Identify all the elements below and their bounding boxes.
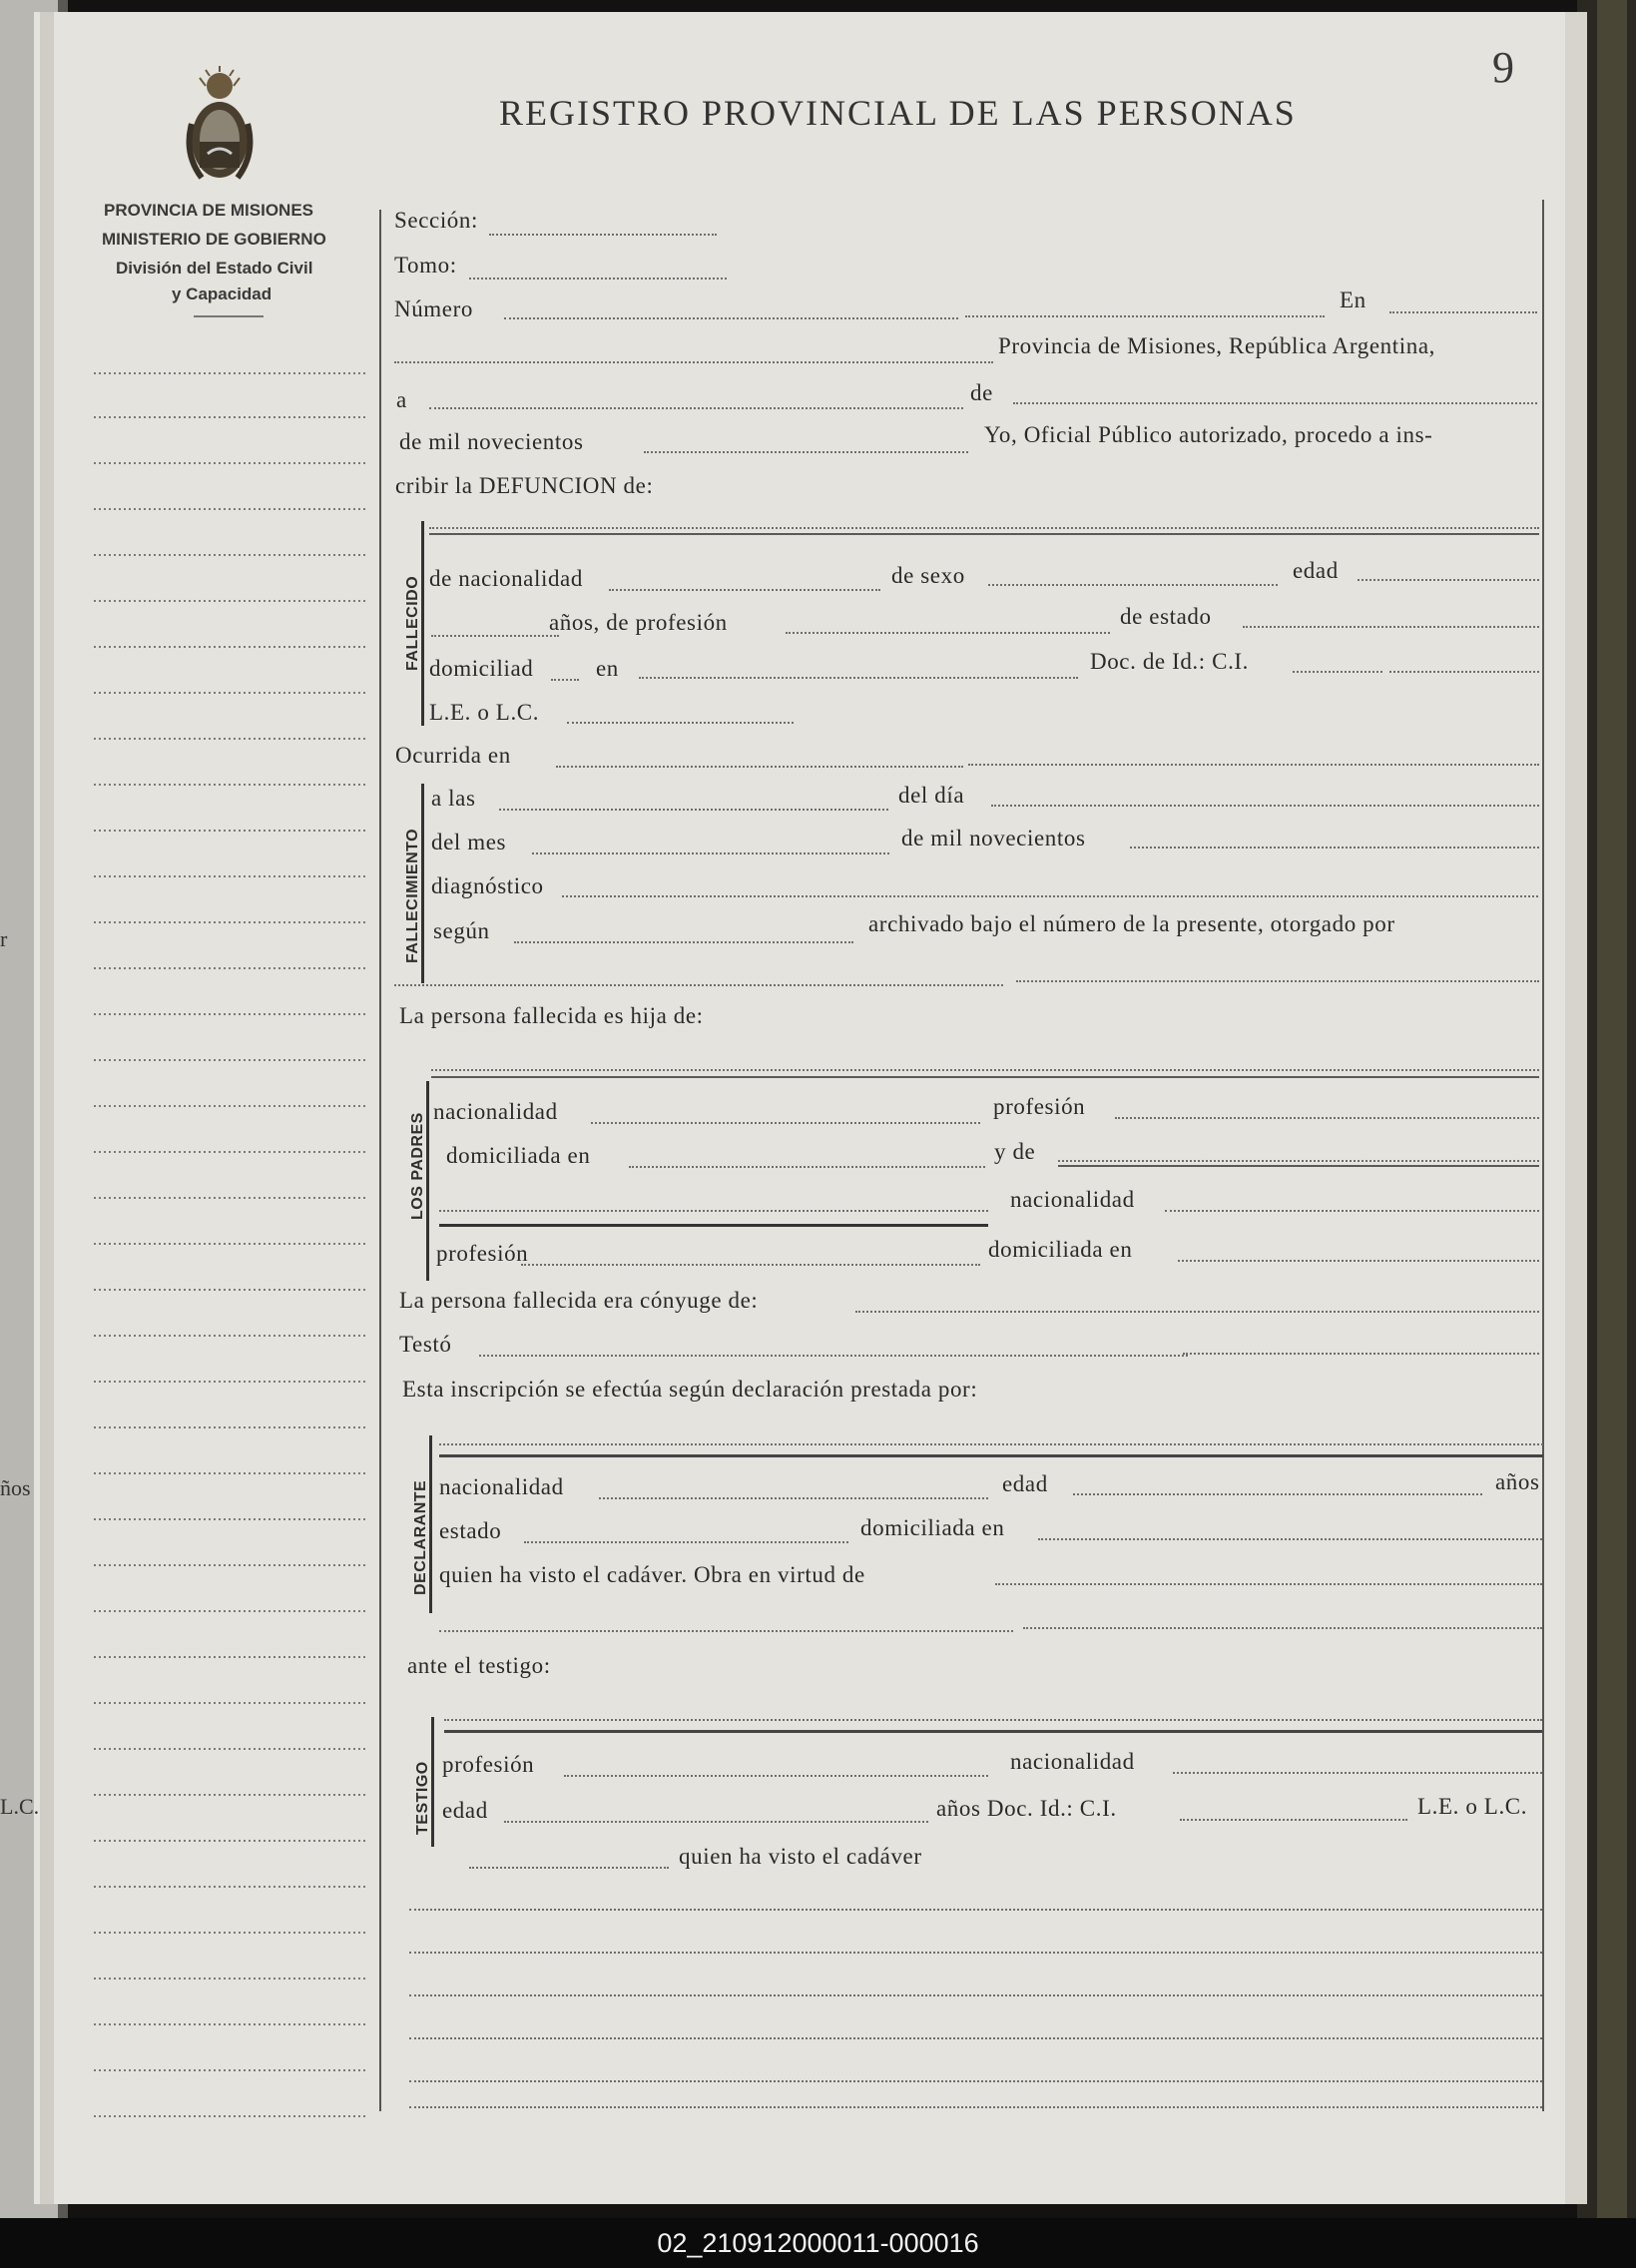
form-right-rule [1542,200,1544,2111]
field-label-testigo-le-lc: L.E. o L.C. [1417,1794,1528,1819]
text-archivado: archivado bajo el número de la presente, otorgado por [868,911,1395,936]
field-label-declarante-estado: estado [439,1518,502,1543]
left-page-fragment: r [0,926,8,951]
field-label-de: de [970,380,993,405]
blank-estado[interactable] [1243,626,1539,628]
field-label-anos-profesion: años, de profesión [549,610,728,635]
field-label-y-de: y de [994,1139,1036,1164]
blank-nombre-declarante[interactable] [439,1454,1543,1457]
field-label-le-lc: L.E. o L.C. [429,700,540,725]
notes-line[interactable] [409,2037,1542,2039]
field-label-nacionalidad-madre: nacionalidad [1010,1187,1135,1212]
field-label-segun: según [433,918,490,943]
blank-declarante-edad[interactable] [1073,1493,1482,1495]
text-ante-testigo: ante el testigo: [407,1653,551,1678]
blank-obra-en-virtud-2[interactable] [439,1630,1013,1632]
blank-ocurrida-en[interactable] [556,766,963,768]
field-label-en: En [1340,287,1366,312]
page-number: 9 [1492,43,1514,92]
blank-nombre-madre[interactable] [1058,1165,1539,1167]
text-provincia: Provincia de Misiones, República Argentina, [998,333,1436,358]
header-underline [194,315,264,317]
text-inscribir-defuncion: cribir la DEFUNCION de: [395,473,654,498]
blank-anio[interactable] [644,451,968,453]
field-label-ocurrida-en: Ocurrida en [395,743,511,768]
division-label: División del Estado Civil [116,259,313,278]
blank-numero[interactable] [504,317,958,319]
text-visto-cadaver-obra: quien ha visto el cadáver. Obra en virtud de [439,1562,865,1587]
ministry-label: MINISTERIO DE GOBIERNO [102,230,326,249]
blank-nombre-declarante-dots [439,1443,1543,1445]
field-label-edad: edad [1293,558,1339,583]
field-label-testigo-profesion: profesión [442,1752,535,1777]
field-label-numero: Número [394,296,473,321]
blank-nombre-padre-dots [431,1069,1539,1071]
blank-domicilio-madre[interactable] [1178,1260,1539,1262]
field-label-declarante-anos: años [1495,1469,1540,1494]
blank-testigo-nacionalidad[interactable] [1173,1772,1542,1774]
blank-le-lc[interactable] [567,722,794,724]
field-label-declarante-domiciliada: domiciliada en [860,1515,1005,1540]
blank-profesion-madre[interactable] [521,1264,980,1266]
notes-line[interactable] [409,2106,1542,2108]
field-label-testigo-edad: edad [442,1798,488,1823]
blank-ocurrida-en-2[interactable] [968,764,1539,766]
blank-testigo-edad[interactable] [504,1821,928,1823]
field-label-testo: Testó [399,1332,452,1357]
blank-testigo-ci[interactable] [1180,1819,1407,1821]
blank-conyuge[interactable] [855,1311,1539,1313]
blank-numero-2[interactable] [965,315,1325,317]
blank-nacionalidad-padre[interactable] [591,1122,980,1124]
blank-tomo[interactable] [469,278,727,280]
section-tab-padres: LOS PADRES [409,1112,426,1220]
text-yo-oficial: Yo, Oficial Público autorizado, procedo a ins- [984,422,1433,447]
text-conyuge-de: La persona fallecida era cónyuge de: [399,1288,759,1313]
field-label-domiciliada-en-madre: domiciliada en [988,1237,1133,1262]
blank-madre-linea[interactable] [439,1224,988,1227]
field-label-de-estado: de estado [1120,604,1212,629]
blank-diagnostico[interactable] [562,895,1538,897]
notes-line[interactable] [409,1994,1542,1996]
field-label-declarante-nacionalidad: nacionalidad [439,1474,564,1499]
field-label-diagnostico: diagnóstico [431,873,544,898]
blank-ci-2[interactable] [1389,671,1539,673]
blank-profesion-padre[interactable] [1115,1117,1539,1119]
blank-hora[interactable] [499,809,888,811]
blank-nacionalidad[interactable] [609,589,880,591]
field-label-a: a [396,387,407,412]
blank-madre-linea-dots [439,1210,988,1212]
section-tab-testigo: TESTIGO [414,1761,431,1835]
blank-lugar[interactable] [394,361,993,363]
field-label-del-mes: del mes [431,830,507,854]
field-label-seccion: Sección: [394,208,478,233]
blank-obra-en-virtud[interactable] [995,1583,1542,1585]
field-label-a-las: a las [431,786,476,811]
blank-anio-fallecimiento[interactable] [1130,847,1539,849]
blank-declarante-estado[interactable] [524,1541,848,1543]
text-hija-de: La persona fallecida es hija de: [399,1003,704,1028]
field-label-testigo-nacionalidad: nacionalidad [1010,1749,1135,1774]
margin-note-lines [92,359,371,2136]
left-page-fragment: L.C. [0,1794,40,1819]
blank-ci[interactable] [1293,671,1382,673]
blank-profesion[interactable] [786,632,1110,634]
blank-nacionalidad-madre[interactable] [1165,1210,1539,1212]
field-label-profesion: profesión [993,1094,1086,1119]
field-label-testigo-anos-doc: años Doc. Id.: C.I. [936,1796,1117,1821]
blank-domicilio[interactable] [639,677,1078,679]
blank-anos[interactable] [431,635,559,637]
blank-testo[interactable] [479,1355,1188,1357]
notes-line[interactable] [409,2080,1542,2082]
blank-nombre-madre-dots [1058,1160,1539,1162]
blank-domicilio-padre[interactable] [629,1166,985,1168]
blank-testo-2[interactable] [1183,1353,1539,1355]
blank-declarante-domicilio[interactable] [1038,1538,1542,1540]
blank-testigo-extra[interactable] [469,1867,669,1869]
field-label-del-dia: del día [898,783,965,808]
coat-of-arms-emblem [178,64,262,194]
left-page-fragment: ños [0,1475,31,1500]
division-label-2: y Capacidad [172,284,273,303]
blank-en[interactable] [1389,311,1537,313]
blank-seccion[interactable] [489,234,717,236]
field-label-de-mil: de mil novecientos [399,429,584,454]
blank-domiciliad-suffix[interactable] [551,679,579,681]
field-label-tomo: Tomo: [394,253,457,278]
field-label-nacionalidad: nacionalidad [433,1099,558,1124]
blank-dia[interactable] [429,407,963,409]
blank-otorgado-por-2[interactable] [1016,980,1539,982]
form-left-rule [379,210,381,2111]
text-testigo-visto-cadaver: quien ha visto el cadáver [679,1844,922,1869]
blank-nombre-testigo[interactable] [444,1730,1542,1733]
blank-nombre-padre[interactable] [431,1076,1539,1078]
blank-declarante-nacionalidad[interactable] [599,1497,988,1499]
field-label-domiciliad: domiciliad [429,656,534,681]
text-inscripcion: Esta inscripción se efectúa según declaración prestada por: [402,1377,978,1402]
notes-line[interactable] [409,1909,1542,1911]
image-caption: 02_210912000011-000016 [657,2228,979,2258]
section-tab-fallecido: FALLECIDO [404,575,421,671]
section-tab-declarante: DECLARANTE [412,1479,429,1595]
field-label-doc-id: Doc. de Id.: C.I. [1090,649,1250,674]
blank-obra-en-virtud-3[interactable] [1023,1627,1542,1629]
field-label-profesion-madre: profesión [436,1241,529,1266]
field-label-domiciliada-en: domiciliada en [446,1143,591,1168]
field-label-de-sexo: de sexo [891,563,965,588]
blank-segun[interactable] [514,941,853,943]
blank-mes[interactable] [1013,402,1537,404]
blank-nombre-testigo-dots [444,1719,1542,1721]
field-label-en-domicilio: en [596,656,619,681]
blank-sexo[interactable] [988,584,1278,586]
blank-nombre-fallecido-dots [429,527,1539,529]
blank-testigo-profesion[interactable] [564,1775,988,1777]
blank-edad[interactable] [1358,579,1539,581]
blank-mes-fallecimiento[interactable] [532,852,889,854]
field-label-de-nacionalidad: de nacionalidad [429,566,583,591]
blank-nombre-fallecido[interactable] [429,533,1539,535]
field-label-de-mil-novecientos: de mil novecientos [901,826,1086,850]
notes-line[interactable] [409,1952,1542,1954]
province-label: PROVINCIA DE MISIONES [104,201,314,220]
field-label-declarante-edad: edad [1002,1471,1048,1496]
section-tab-fallecimiento: FALLECIMIENTO [404,828,421,963]
blank-otorgado-por[interactable] [394,984,1003,986]
page-title: REGISTRO PROVINCIAL DE LAS PERSONAS [499,93,1297,133]
blank-dia-fallecimiento[interactable] [991,805,1539,807]
